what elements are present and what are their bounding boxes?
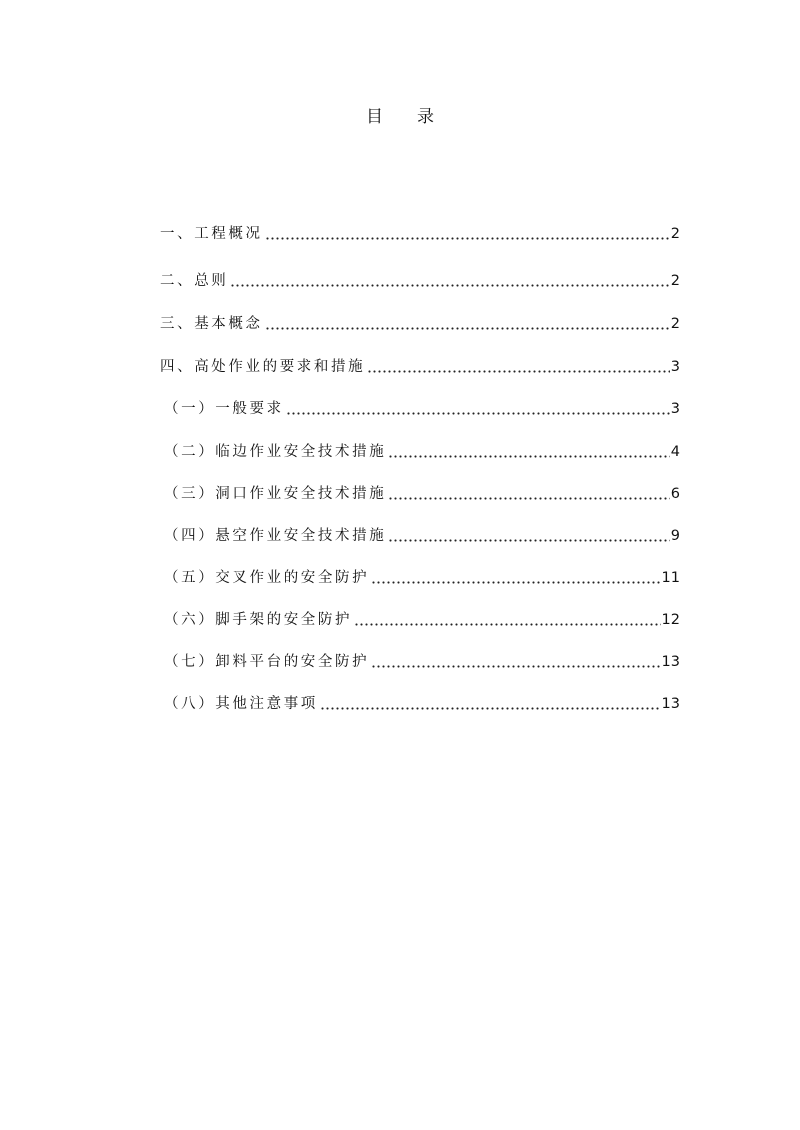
toc-entry-page-number: 2 — [670, 316, 680, 332]
toc-entry-suspended-work-measures[interactable] — [164, 524, 680, 548]
toc-entry-general-requirements[interactable] — [164, 397, 680, 421]
toc-entry-project-overview[interactable] — [160, 222, 680, 246]
toc-entry-page-number: 4 — [670, 444, 680, 460]
toc-entry-page-number: 13 — [661, 696, 680, 712]
toc-dot-leader — [354, 623, 660, 626]
toc-entry-page-number: 2 — [670, 273, 680, 289]
toc-dot-leader — [371, 665, 660, 668]
toc-entry-general-rules[interactable] — [160, 269, 680, 293]
toc-entry-page-number: 3 — [670, 359, 680, 375]
toc-dot-leader — [320, 707, 661, 710]
toc-entry-page-number: 9 — [670, 528, 680, 544]
toc-entry-page-number: 12 — [661, 612, 680, 628]
toc-entry-label: （三）洞口作业安全技术措施 — [164, 486, 387, 502]
toc-entry-label: （七）卸料平台的安全防护 — [164, 654, 370, 670]
toc-dot-leader — [388, 497, 669, 500]
toc-title-char-2: 录 — [417, 107, 434, 127]
toc-title-char-1: 目 — [366, 107, 383, 127]
toc-entry-opening-work-measures[interactable] — [164, 482, 680, 506]
toc-dot-leader — [265, 237, 670, 240]
toc-dot-leader — [388, 539, 669, 542]
toc-dot-leader — [286, 412, 670, 415]
toc-dot-leader — [230, 284, 669, 287]
toc-dot-leader — [371, 581, 660, 584]
toc-entry-label: （八）其他注意事项 — [164, 696, 318, 712]
toc-entry-label: 二、总则 — [160, 273, 229, 289]
toc-entry-label: （五）交叉作业的安全防护 — [164, 570, 370, 586]
toc-entry-label: 一、工程概况 — [160, 226, 263, 242]
toc-entry-edge-work-measures[interactable] — [164, 440, 680, 464]
toc-entry-page-number: 6 — [670, 486, 680, 502]
toc-entry-cross-work-protection[interactable] — [164, 566, 680, 590]
toc-entry-page-number: 11 — [661, 570, 680, 586]
toc-entry-label: 四、高处作业的要求和措施 — [160, 359, 366, 375]
toc-entry-scaffold-protection[interactable] — [164, 608, 680, 632]
toc-entry-unloading-platform-protection[interactable] — [164, 650, 680, 674]
toc-entry-label: （六）脚手架的安全防护 — [164, 612, 353, 628]
toc-entry-page-number: 3 — [670, 401, 680, 417]
toc-entry-page-number: 13 — [661, 654, 680, 670]
toc-entry-work-at-height-requirements[interactable] — [160, 355, 680, 379]
toc-dot-leader — [265, 327, 670, 330]
toc-entry-label: （一）一般要求 — [164, 401, 284, 417]
toc-entry-label: （二）临边作业安全技术措施 — [164, 444, 387, 460]
toc-entry-label: 三、基本概念 — [160, 316, 263, 332]
toc-dot-leader — [367, 370, 670, 373]
toc-entry-basic-concepts[interactable] — [160, 312, 680, 336]
toc-dot-leader — [388, 455, 669, 458]
toc-entry-page-number: 2 — [670, 226, 680, 242]
toc-entry-label: （四）悬空作业安全技术措施 — [164, 528, 387, 544]
toc-list — [160, 0, 680, 1130]
toc-entry-other-notes[interactable] — [164, 692, 680, 716]
